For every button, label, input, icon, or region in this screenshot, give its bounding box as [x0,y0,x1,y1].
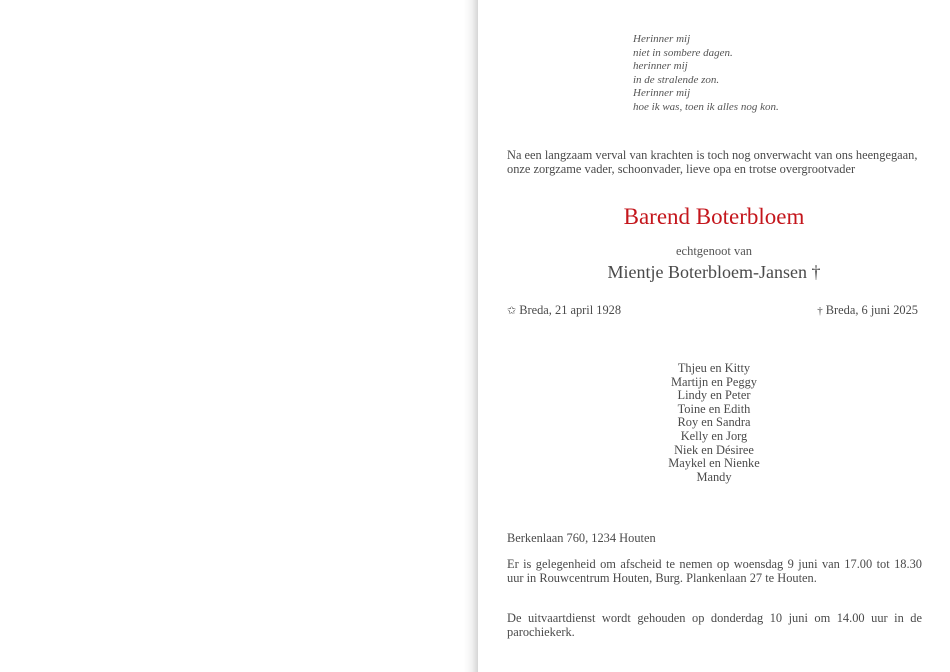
poem-line: hoe ik was, toen ik alles nog kon. [633,100,779,113]
family-member: Thjeu en Kitty [677,361,751,375]
birth-info [507,303,621,318]
poem [633,33,779,114]
poem-line: Herinner mij [633,33,691,45]
spouse-line [478,262,950,283]
left-page [0,0,474,672]
address: Berkenlaan 760, 1234 Houten [507,531,656,545]
family-member: Mandy [696,469,732,484]
farewell-info: Er is gelegenheid om afscheid te nemen op woensdag 9 juni van 17.00 tot 18.30 uur in Rouwcentrum Houten, Burg. Plankenlaan 27 te Houten. [507,557,922,585]
right-page [478,0,950,672]
intro-text: Na een langzaam verval van krachten is toch nog onverwacht van ons heengegaan, onze zorgzame vader, schoonvader, lieve opa en trotse overgrootvader [507,148,918,176]
family-member: Kelly en Jorg [680,428,748,443]
family-member: Toine en Edith [677,401,751,416]
cross-icon: † [817,305,823,317]
poem-line: herinner mij [633,60,688,72]
family-member: Martijn en Peggy [670,374,758,389]
spouse-label: echtgenoot van [675,244,752,258]
service-info: De uitvaartdienst wordt gehouden op donderdag 10 juni om 14.00 uur in de parochiekerk. [507,611,922,639]
family-member: Maykel en Nienke [668,456,760,471]
birth-text: Breda, 21 april 1928 [519,303,622,317]
cross-icon: † [811,262,821,282]
family-list [478,362,950,484]
poem-line: in de stralende zon. [633,73,720,86]
spouse-name: Mientje Boterbloem-Jansen [607,262,807,282]
family-member: Niek en Désiree [674,442,754,457]
poem-line: Herinner mij [633,87,691,99]
star-icon: ✩ [507,305,517,317]
poem-line: niet in sombere dagen. [633,46,733,59]
deceased-name: Barend Boterbloem [623,204,805,229]
page-spine-shadow [464,0,478,672]
family-member: Lindy en Peter [677,388,751,403]
death-text: Breda, 6 juni 2025 [825,303,918,317]
family-member: Roy en Sandra [677,415,751,430]
death-info [817,303,918,318]
